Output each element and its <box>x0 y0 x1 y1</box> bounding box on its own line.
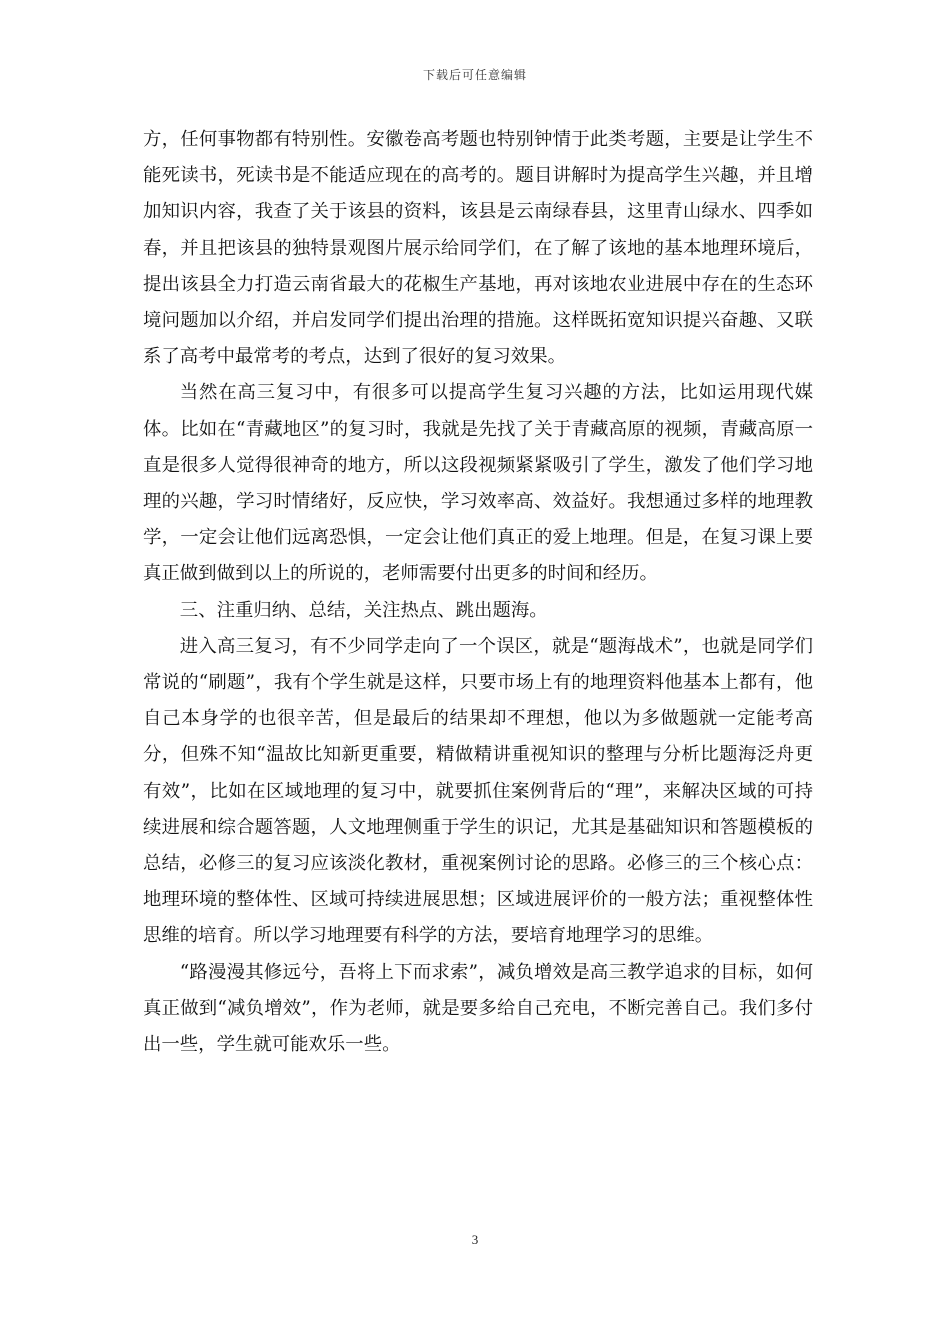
paragraph: 进入高三复习，有不少同学走向了一个误区，就是“题海战术”，也就是同学们常说的“刷题”，我有个学生就是这样，只要市场上有的地理资料他基本上都有，他自己本身学的也很辛苦，但是最后的结果却不理想，他以为多做题就一定能考高分，但殊不知“温故比知新更重要，精做精讲重视知识的整理与分析比题海泛舟更有效”，比如在区域地理的复习中，就要抓住案例背后的“理”，来解决区域的可持续进展和综合题答题，人文地理侧重于学生的识记，尤其是基础知识和答题模板的总结，必修三的复习应该淡化教材，重视案例讨论的思路。必修三的三个核心点：地理环境的整体性、区域可持续进展思想；区域进展评价的一般方法；重视整体性思维的培育。所以学习地理要有科学的方法，要培育地理学习的思维。 <box>143 635 813 947</box>
paragraph: 方，任何事物都有特别性。安徽卷高考题也特别钟情于此类考题，主要是让学生不能死读书，死读书是不能适应现在的高考的。题目讲解时为提高学生兴趣，并且增加知识内容，我查了关于该县的资料，该县是云南绿春县，这里青山绿水、四季如春，并且把该县的独特景观图片展示给同学们，在了解了该地的基本地理环境后，提出该县全力打造云南省最大的花椒生产基地，再对该地农业进展中存在的生态环境问题加以介绍，并启发同学们提出治理的措施。这样既拓宽知识提兴奋趣、又联系了高考中最常考的考点，达到了很好的复习效果。 <box>143 129 813 368</box>
paragraph: 当然在高三复习中，有很多可以提高学生复习兴趣的方法，比如运用现代媒体。比如在“青藏地区”的复习时，我就是先找了关于青藏高原的视频，青藏高原一直是很多人觉得很神奇的地方，所以这段视频紧紧吸引了学生，激发了他们学习地理的兴趣，学习时情绪好，反应快，学习效率高、效益好。我想通过多样的地理教学，一定会让他们远离恐惧，一定会让他们真正的爱上地理。但是，在复习课上要真正做到做到以上的所说的，老师需要付出更多的时间和经历。 <box>143 382 813 585</box>
page-header: 下载后可任意编辑 <box>422 68 527 82</box>
paragraph: “路漫漫其修远兮，吾将上下而求索”，减负增效是高三教学追求的目标，如何真正做到“减负增效”，作为老师，就是要多给自己充电，不断完善自己。我们多付出一些，学生就可能欢乐一些。 <box>143 961 813 1056</box>
page-number: 3 <box>471 1232 479 1247</box>
document-body <box>143 122 813 1063</box>
section-heading: 三、注重归纳、总结，关注热点、跳出题海。 <box>179 599 548 621</box>
